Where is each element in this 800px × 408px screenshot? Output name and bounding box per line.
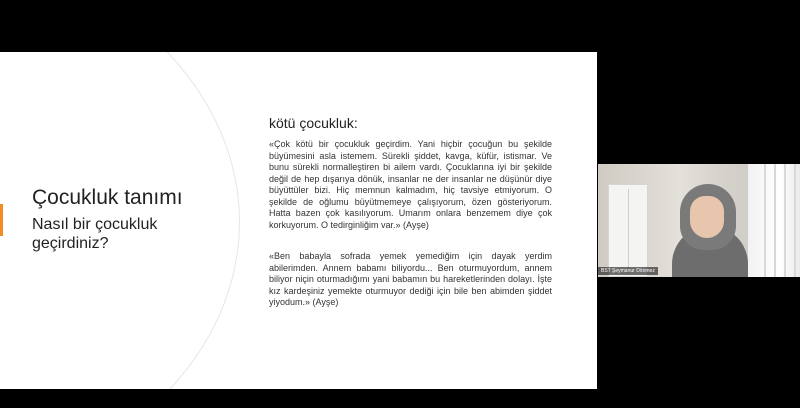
participant-video-tile[interactable] (598, 164, 800, 277)
presentation-slide (0, 52, 597, 389)
participant-name-tag: BST Şeymanur Dönmez (598, 267, 658, 275)
slide-subtitle: Nasıl bir çocukluk geçirdiniz? (32, 216, 158, 252)
quote-2: «Ben babayla sofrada yemek yemediğim için dayak yerdim abilerimden. Annem babamı biliyordu... Ben oturmuyordum, annem biliyor niçin oturmadığımı yani babamın bu hareketlerinden dolayı. İşte kız kardeşiniz yemekte oturmuyor dediği için bile ben abimden şiddet yiyodum.» (Ayşe) (269, 251, 552, 307)
video-cabinet (608, 184, 648, 277)
accent-bar (0, 204, 3, 236)
section-title: kötü çocukluk: (269, 115, 358, 131)
quote-1: «Çok kötü bir çocukluk geçirdim. Yani hiçbir çocuğun bu şekilde büyümesini asla istemem. Sürekli şiddet, kavga, küfür, istismar. Ve bunu sürekli normalleştiren bi ailem vardı. Çocuklarına iyi bir şekilde değil de hep dışarıya dönük, insanlar ne der insanlar ne düşünür diye büyüttüler bizi. Hiç memnun kalmadım, hiç tavsiye etmiyorum. O şekilde de oğlumu büyütmemeye çalışıyorum, özen gösteriyorum. Hatta bazen çok kasılıyorum. Umarım onlara benzemem diye çok korkuyorum. O tedirginliğim var.» (Ayşe) (269, 139, 552, 230)
participant-face (690, 196, 724, 238)
video-window-bars (756, 164, 800, 277)
slide-title: Çocukluk tanımı (32, 186, 183, 209)
